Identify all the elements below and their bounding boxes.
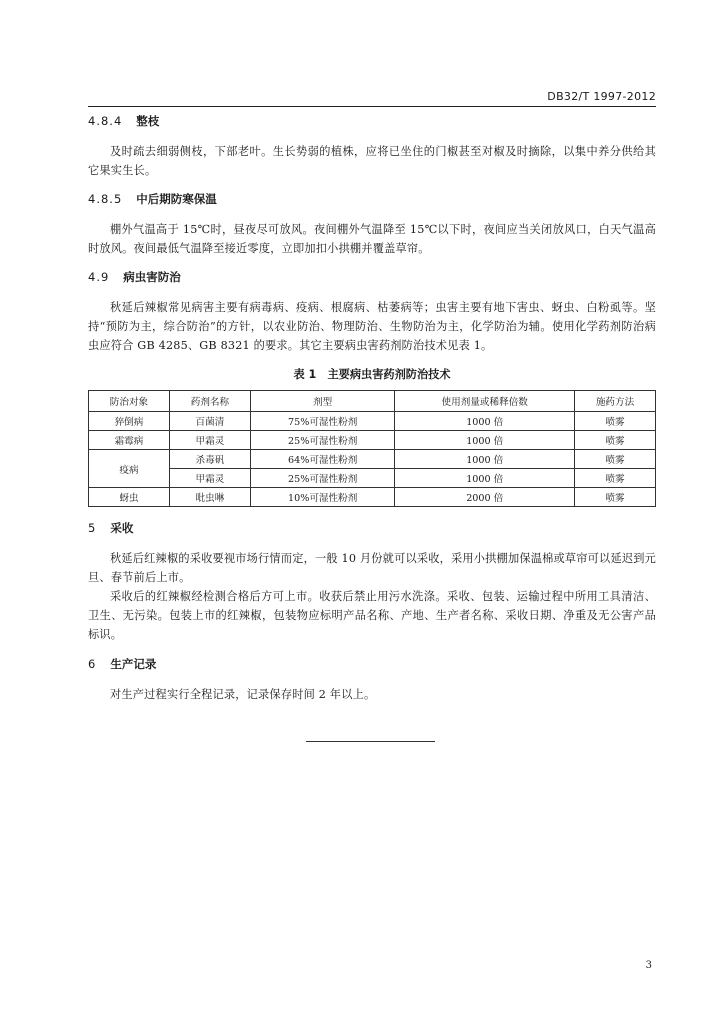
form-cell: 25%可湿性粉剂 <box>250 469 395 488</box>
section-number: 6 <box>88 657 97 671</box>
end-of-document-rule <box>306 741 435 742</box>
column-header: 药剂名称 <box>169 391 250 412</box>
section-4-8-5-heading <box>88 191 656 207</box>
agent-cell: 甲霜灵 <box>169 431 250 450</box>
method-cell: 喷雾 <box>575 469 656 488</box>
section-6-heading <box>88 656 656 672</box>
table-row <box>89 488 656 507</box>
table-row <box>89 431 656 450</box>
section-title: 生产记录 <box>110 657 157 671</box>
target-cell: 霜霉病 <box>89 431 170 450</box>
method-cell: 喷雾 <box>575 431 656 450</box>
dose-cell: 2000 倍 <box>395 488 575 507</box>
section-title: 采收 <box>110 521 134 535</box>
dose-cell: 1000 倍 <box>395 450 575 469</box>
dose-cell: 1000 倍 <box>395 412 575 431</box>
column-header: 防治对象 <box>89 391 170 412</box>
agent-cell: 吡虫啉 <box>169 488 250 507</box>
page-number: 3 <box>645 960 652 971</box>
section-4-8-5-paragraph: 棚外气温高于 15℃时，昼夜尽可放风。夜间棚外气温降至 15℃以下时，夜间应当关闭放风口，白天气温高时放风。夜间最低气温降至接近零度，立即加扣小拱棚并覆盖草帘。 <box>88 223 656 255</box>
form-cell: 64%可湿性粉剂 <box>250 450 395 469</box>
column-header: 施药方法 <box>575 391 656 412</box>
section-number: 4.8.4 <box>88 114 123 128</box>
method-cell: 喷雾 <box>575 488 656 507</box>
table-row <box>89 450 656 469</box>
column-header: 使用剂量或稀释倍数 <box>395 391 575 412</box>
pesticide-table <box>88 390 656 507</box>
target-cell: 蚜虫 <box>89 488 170 507</box>
form-cell: 25%可湿性粉剂 <box>250 431 395 450</box>
table-row <box>89 412 656 431</box>
header-rule <box>88 106 656 107</box>
form-cell: 75%可湿性粉剂 <box>250 412 395 431</box>
agent-cell: 杀毒矾 <box>169 450 250 469</box>
method-cell: 喷雾 <box>575 412 656 431</box>
table-row <box>89 469 656 488</box>
form-cell: 10%可湿性粉剂 <box>250 488 395 507</box>
section-5-paragraph-2: 采收后的红辣椒经检测合格后方可上市。收获后禁止用污水洗涤。采收、包装、运输过程中所用工具清洁、卫生、无污染。包装上市的红辣椒，包装物应标明产品名称、产地、生产者名称、采收日期、净重及无公害产品标识。 <box>88 590 656 641</box>
section-4-8-4-paragraph: 及时疏去细弱侧枝，下部老叶。生长势弱的植株，应将已坐住的门椒甚至对椒及时摘除，以集中养分供给其它果实生长。 <box>88 145 656 177</box>
column-header: 剂型 <box>250 391 395 412</box>
agent-cell: 百菌清 <box>169 412 250 431</box>
agent-cell: 甲霜灵 <box>169 469 250 488</box>
section-title: 中后期防寒保温 <box>136 192 217 206</box>
section-title: 整枝 <box>136 114 160 128</box>
section-number: 4.9 <box>88 270 110 284</box>
section-4-9-paragraph: 秋延后辣椒常见病害主要有病毒病、疫病、根腐病、枯萎病等；虫害主要有地下害虫、蚜虫、白粉虱等。坚持“预防为主，综合防治”的方针，以农业防治、物理防治、生物防治为主，化学防治为辅。使用化学药剂防治病虫应符合 GB 4285、GB 8321 的要求。其它主要病虫害药剂防治技术见表 1。 <box>88 301 656 352</box>
section-6-paragraph: 对生产过程实行全程记录，记录保存时间 2 年以上。 <box>110 688 376 701</box>
section-4-9-heading <box>88 269 656 285</box>
section-5-paragraph-1: 秋延后红辣椒的采收要视市场行情而定，一般 10 月份就可以采收，采用小拱棚加保温棉或草帘可以延迟到元旦、春节前后上市。 <box>88 552 656 584</box>
section-number: 4.8.5 <box>88 192 123 206</box>
section-number: 5 <box>88 521 97 535</box>
dose-cell: 1000 倍 <box>395 469 575 488</box>
section-title: 病虫害防治 <box>123 270 181 284</box>
page-content <box>88 113 656 715</box>
target-cell: 疫病 <box>89 450 170 488</box>
table-caption: 表 1 主要病虫害药剂防治技术 <box>293 368 451 381</box>
method-cell: 喷雾 <box>575 450 656 469</box>
document-id-header: DB32/T 1997-2012 <box>547 90 656 103</box>
table-header-row <box>89 391 656 412</box>
section-4-8-4-heading <box>88 113 656 129</box>
target-cell: 猝倒病 <box>89 412 170 431</box>
section-5-heading <box>88 520 656 536</box>
dose-cell: 1000 倍 <box>395 431 575 450</box>
